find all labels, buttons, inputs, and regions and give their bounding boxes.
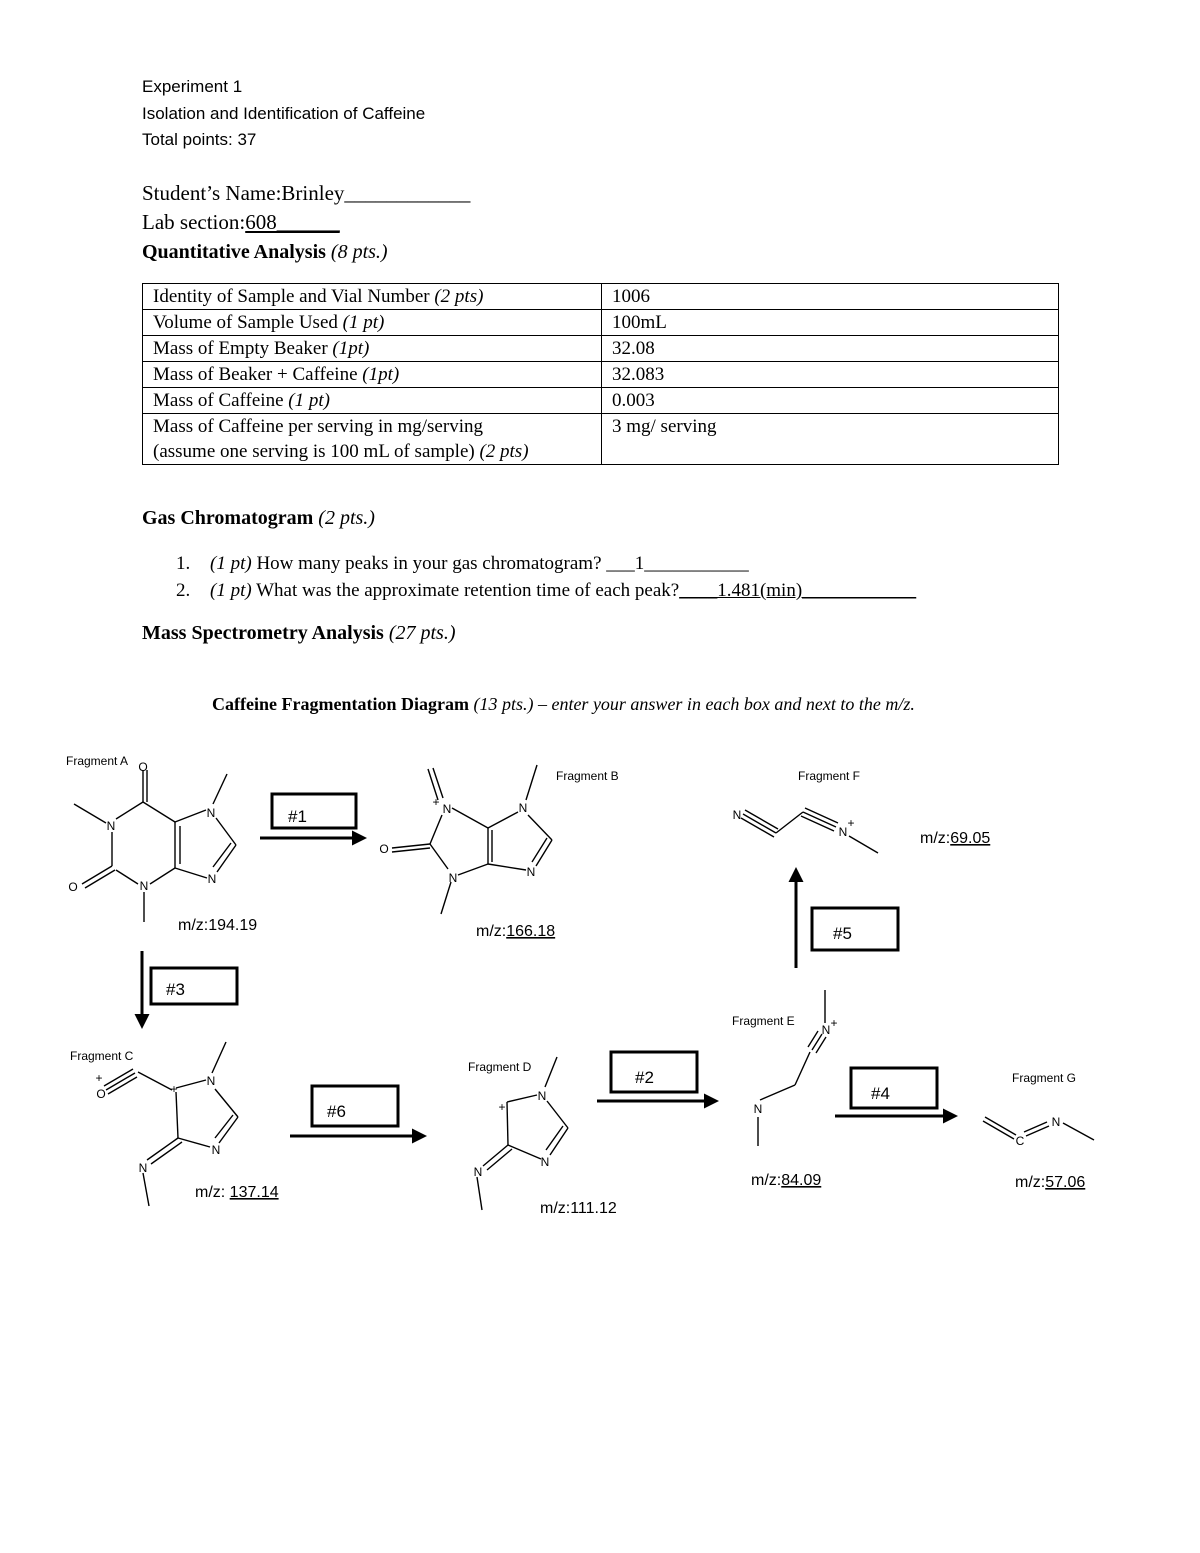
row-label: Mass of Beaker + Caffeine (1pt) [143, 362, 602, 388]
mz-f: m/z:69.05 [920, 830, 991, 847]
fragmentation-diagram-title: Caffeine Fragmentation Diagram (13 pts.) – enter your answer in each box and next to the m/z. [212, 694, 915, 714]
box-label-3: #3 [166, 980, 185, 999]
charge-plus: + [432, 795, 440, 809]
fragment-d-label: Fragment D [468, 1060, 532, 1074]
atom-n: N [207, 872, 217, 886]
box-label-2: #2 [635, 1068, 654, 1087]
row-label: Mass of Caffeine (1 pt) [143, 388, 602, 414]
reaction-arrows [139, 838, 955, 1136]
section-title: Quantitative Analysis [142, 241, 326, 263]
fragment-g-label: Fragment G [1012, 1071, 1077, 1085]
mz-g: m/z:57.06 [1015, 1174, 1086, 1191]
gas-chromatogram-heading: Gas Chromatogram (2 pts.) [142, 507, 375, 529]
row-value[interactable]: 100mL [602, 310, 1059, 336]
charge-plus: + [498, 1100, 506, 1114]
answer-box-5[interactable] [812, 908, 898, 950]
atom-n: N [537, 1089, 547, 1103]
gc-answer-1[interactable]: ___1___________ [606, 553, 749, 574]
atom-o: O [138, 760, 148, 774]
mz-labels [178, 830, 1085, 1217]
row-value[interactable]: 1006 [602, 284, 1059, 310]
answer-box-2[interactable] [611, 1052, 697, 1092]
atom-n: N [106, 819, 116, 833]
answer-box-4[interactable] [851, 1068, 937, 1108]
answer-box-1[interactable] [272, 794, 356, 828]
fragment-b-label: Fragment B [556, 769, 619, 783]
atom-n: N [206, 806, 216, 820]
experiment-title: Isolation and Identification of Caffeine [142, 103, 426, 123]
row-value[interactable]: 3 mg/ serving [602, 414, 1059, 465]
lab-section-label: Lab section: [142, 210, 246, 234]
atom-n: N [540, 1155, 550, 1169]
atom-n: N [139, 879, 149, 893]
mass-spec-heading: Mass Spectrometry Analysis (27 pts.) [142, 622, 456, 644]
box-label-1: #1 [288, 807, 307, 826]
atom-c: C [1015, 1134, 1025, 1148]
gc-question-1: 1. (1 pt) How many peaks in your gas chromatogram? ___1___________ [176, 553, 749, 574]
atom-n: N [732, 808, 742, 822]
charge-plus: + [95, 1071, 103, 1085]
answer-box-3[interactable] [151, 968, 237, 1004]
row-value[interactable]: 0.003 [602, 388, 1059, 414]
gc-answer-2[interactable]: ____1.481(min)____________ [679, 580, 917, 601]
student-name-value[interactable]: Brinley [281, 181, 345, 205]
total-points: Total points: 37 [142, 130, 257, 149]
charge-plus: + [847, 816, 855, 830]
student-name-label: Student’s Name: [142, 181, 282, 205]
atom-n: N [473, 1165, 483, 1179]
atom-o: O [96, 1087, 106, 1101]
atom-n: N [518, 801, 528, 815]
atom-n: N [1051, 1115, 1061, 1129]
row-label: Mass of Empty Beaker (1pt) [143, 336, 602, 362]
atom-n: N [448, 871, 458, 885]
row-value[interactable]: 32.08 [602, 336, 1059, 362]
mz-b: m/z:166.18 [476, 923, 556, 940]
answer-box-6[interactable] [312, 1086, 398, 1126]
mz-e: m/z:84.09 [751, 1172, 822, 1189]
atom-n: N [442, 802, 452, 816]
atom-o: O [379, 842, 389, 856]
section-points: (8 pts.) [330, 241, 388, 263]
student-name-blank: ____________ [344, 181, 471, 205]
atom-n: N [211, 1143, 221, 1157]
box-label-5: #5 [833, 924, 852, 943]
box-label-4: #4 [871, 1084, 890, 1103]
row-label: Mass of Caffeine per serving in mg/serving (assume one serving is 100 mL of sample) (2 pts) [143, 414, 602, 465]
atom-o: O [68, 880, 78, 894]
fragment-f-label: Fragment F [798, 769, 861, 783]
atom-n: N [821, 1023, 831, 1037]
mz-d: m/z:111.12 [540, 1200, 617, 1217]
mz-c: m/z: 137.14 [195, 1184, 279, 1201]
fragment-c-label: Fragment C [70, 1049, 134, 1063]
gc-question-2: 2. (1 pt) What was the approximate retention time of each peak?____1.481(min)____________ [176, 580, 917, 601]
atom-n: N [526, 865, 536, 879]
experiment-number: Experiment 1 [142, 77, 243, 96]
row-label: Identity of Sample and Vial Number (2 pts) [143, 284, 602, 310]
atom-n: N [138, 1161, 148, 1175]
box-label-6: #6 [327, 1102, 346, 1121]
fragment-a-label: Fragment A [66, 754, 129, 768]
lab-section-value[interactable]: 608______ [245, 210, 340, 234]
atom-n: N [206, 1074, 216, 1088]
atom-n: N [753, 1102, 763, 1116]
mz-a: m/z:194.19 [178, 917, 258, 934]
atom-n: N [838, 825, 848, 839]
charge-plus: + [170, 1082, 178, 1096]
row-value[interactable]: 32.083 [602, 362, 1059, 388]
charge-plus: + [830, 1016, 838, 1030]
row-label: Volume of Sample Used (1 pt) [143, 310, 602, 336]
fragment-e-label: Fragment E [732, 1014, 795, 1028]
